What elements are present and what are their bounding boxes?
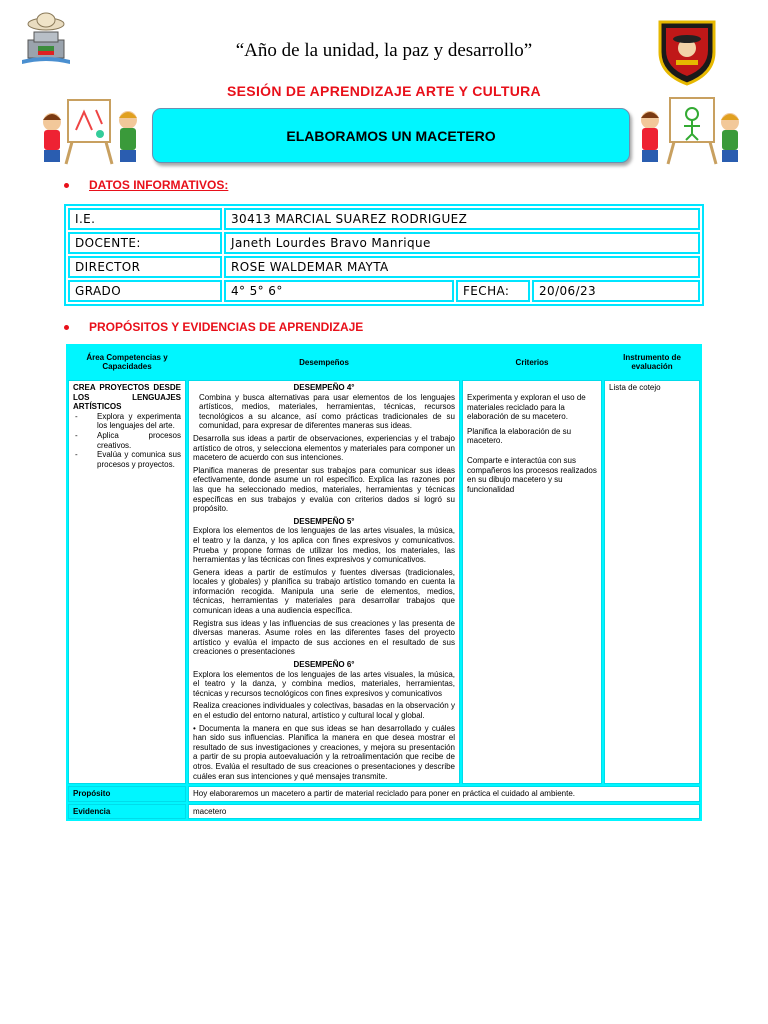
proposito-value: Hoy elaboraremos un macetero a partir de material reciclado para poner en práctica el cuidado al ambiente.	[188, 786, 700, 802]
info-value-director: ROSE WALDEMAR MAYTA	[224, 256, 700, 278]
desempeno6-title: DESEMPEÑO 6°	[293, 660, 355, 670]
desempeno5-p3: Registra sus ideas y las influencias de sus creaciones y las presenta de diversas maneras. Asume roles en las diferentes fases del proyecto artístico y evalúa el impacto de sus acciones en el resultado de sus creaciones o presentaciones	[193, 618, 455, 657]
info-value-docente: Janeth Lourdes Bravo Manrique	[224, 232, 700, 254]
desempeno6-p3: • Documenta la manera en que sus ideas se han desarrollado y cuáles han sido sus influencias. Planifica la manera en que desea mostrar el resultado de sus investigaciones y creaciones, y mejora su presentación a partir de su propia autoevaluación y la retroalimentación que recibe de otros. Evalúa el resultado de sus creaciones o presentaciones y describe cuáles eran sus intenciones y qué mensajes transmite.	[193, 723, 455, 781]
info-value-grado: 4° 5° 6°	[224, 280, 454, 302]
bullet-icon	[64, 183, 69, 188]
info-label-director: DIRECTOR	[68, 256, 222, 278]
header-area: Área Competencias y Capacidades	[68, 346, 186, 378]
learning-table-header	[68, 346, 700, 378]
section-datos-informativos	[64, 178, 228, 192]
criterio-item: Experimenta y exploran el uso de materiales reciclado para la elaboración de su macetero.	[467, 393, 586, 422]
proposito-label: Propósito	[68, 786, 186, 802]
desempenos-cell	[188, 380, 460, 784]
info-label-fecha: FECHA:	[456, 280, 530, 302]
criterios-cell	[462, 380, 602, 784]
info-table	[64, 204, 704, 306]
competencia-name: CREA PROYECTOS DESDE LOS LENGUAJES ARTÍSTICOS	[73, 383, 181, 412]
activity-title-banner	[152, 108, 630, 163]
year-motto: “Año de la unidad, la paz y desarrollo”	[235, 40, 533, 61]
section-propositos-label: PROPÓSITOS Y EVIDENCIAS DE APRENDIZAJE	[89, 320, 364, 334]
info-row-director	[68, 256, 700, 278]
kids-painting-illustration-left	[36, 96, 142, 166]
section-datos-label: DATOS INFORMATIVOS:	[89, 178, 229, 192]
info-label-ie: I.E.	[68, 208, 222, 230]
activity-title: ELABORAMOS UN MACETERO	[286, 127, 496, 144]
kids-painting-illustration-right	[634, 96, 744, 166]
instrumento-value: Lista de cotejo	[609, 383, 661, 392]
desempeno4-p2: Desarrolla sus ideas a partir de observaciones, experiencias y el trabajo artístico de otros, y selecciona elementos y materiales para componer un macetero de acuerdo con sus intenciones.	[193, 433, 455, 463]
proposito-row	[68, 786, 700, 802]
desempeno5-p2: Genera ideas a partir de estímulos y fuentes diversas (tradicionales, locales y globales) y planifica su trabajo artístico tomando en cuenta la información recogida. Manipula una serie de elementos, medios, técnicas, herramientas y materiales para desarrollar trabajos que comunican ideas a una audiencia específica.	[193, 567, 455, 616]
evidencia-label: Evidencia	[68, 804, 186, 820]
header-instrumento: Instrumento de evaluación	[604, 346, 700, 378]
info-label-grado: GRADO	[68, 280, 222, 302]
desempeno5-title: DESEMPEÑO 5°	[293, 516, 355, 526]
capacidades-list	[73, 412, 181, 470]
desempeno4-p1: Combina y busca alternativas para usar elementos de los lenguajes artísticos, medios, materiales, herramientas, técnicas, recursos tecnológicos a su alcance, así como prácticas tradicionales de su comunidad, para expresar de diferentes maneras sus ideas.	[199, 392, 455, 431]
evidencia-row	[68, 804, 700, 820]
bullet-icon	[64, 325, 69, 330]
info-row-docente	[68, 232, 700, 254]
competencias-cell	[68, 380, 186, 784]
desempeno6-p1: Explora los elementos de los lenguajes de las artes visuales, la música, el teatro y la danza, y combina medios, materiales, herramientas, técnicas y recursos tecnológicos con fines expresivos y comunicativos	[193, 669, 455, 698]
header-criterios: Criterios	[462, 346, 602, 378]
info-value-ie: 30413 MARCIAL SUAREZ RODRIGUEZ	[224, 208, 700, 230]
capacidad-item: - Explora y experimenta los lenguajes del arte.	[75, 411, 181, 431]
criterio-item: Comparte e interactúa con sus compañeros los procesos realizados en su dibujo macetero y su funcionalidad	[467, 455, 597, 494]
info-row-ie	[68, 208, 700, 230]
info-label-docente: DOCENTE:	[68, 232, 222, 254]
info-value-fecha: 20/06/23	[532, 280, 700, 302]
info-row-grado	[68, 280, 700, 302]
section-propositos	[64, 320, 363, 334]
instrumento-cell	[604, 380, 700, 784]
desempeno4-title: DESEMPEÑO 4°	[293, 383, 355, 392]
capacidad-item: - Evalúa y comunica sus procesos y proyectos.	[75, 450, 181, 469]
desempeno5-p1: Explora los elementos de los lenguajes de las artes visuales, la música, el teatro y la danza, y los aplica con fines expresivos y comunicativos. Prueba y propone formas de utilizar los medios, los materiales, las herramientas y las técnicas con fines expresivos y comunicativos.	[193, 526, 455, 565]
desempeno6-p2: Realiza creaciones individuales y colectivas, basadas en la observación y en el estudio del entorno natural, artístico y cultural local y global.	[193, 701, 455, 720]
desempeno4-p3: Planifica maneras de presentar sus trabajos para comunicar sus ideas efectivamente, donde asume un rol específico. Explica las razones por las que ha seleccionado medios, materiales, herramientas y técnicas específicas en sus trabajos y evalúa con criterios dados si logró su propósito.	[193, 465, 455, 514]
header-desempenos: Desempeños	[188, 346, 460, 378]
learning-table-body	[68, 380, 700, 784]
evidencia-value: macetero	[188, 804, 700, 820]
criterio-item: Planifica la elaboración de su macetero.	[467, 426, 572, 446]
capacidad-item: - Aplica procesos creativos.	[75, 430, 181, 450]
learning-table	[66, 344, 702, 821]
session-title: SESIÓN DE APRENDIZAJE ARTE Y CULTURA	[227, 83, 541, 99]
